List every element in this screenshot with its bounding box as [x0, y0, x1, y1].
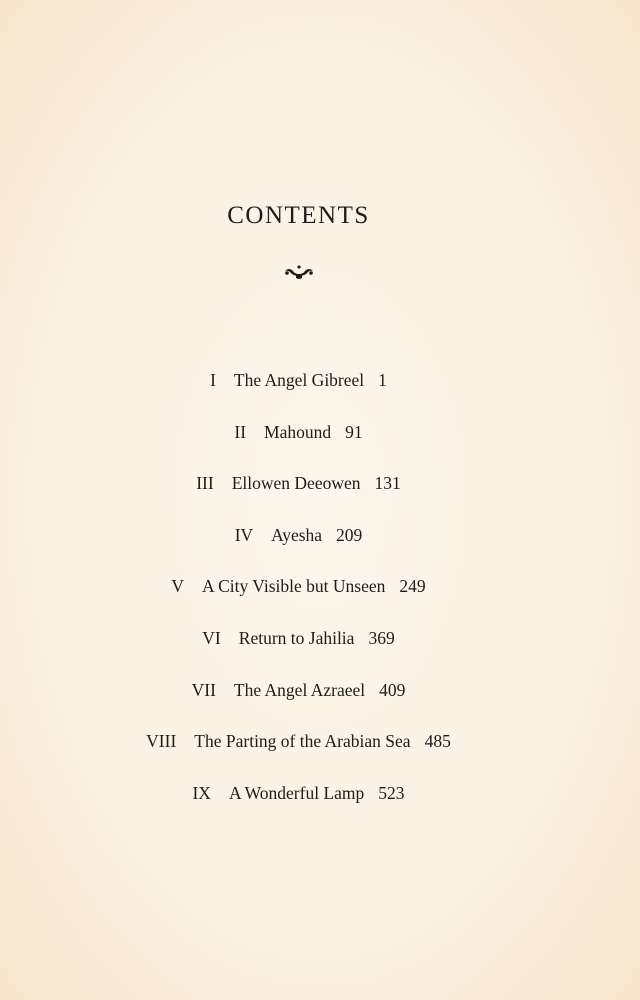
- toc-entry[interactable]: [0, 473, 597, 525]
- chapter-numeral: VI: [202, 627, 221, 648]
- chapter-title: The Angel Azraeel: [233, 679, 366, 700]
- page-title: CONTENTS: [227, 202, 370, 229]
- chapter-numeral: VII: [191, 679, 216, 700]
- toc-entry[interactable]: [0, 525, 597, 577]
- toc-entry[interactable]: [0, 422, 597, 474]
- chapter-numeral: II: [234, 421, 247, 442]
- page-number: 91: [345, 421, 363, 442]
- page-number: 1: [378, 370, 387, 390]
- chapter-numeral: VIII: [146, 731, 177, 752]
- chapter-title: Return to Jahilia: [238, 627, 355, 648]
- toc-entry[interactable]: [0, 783, 597, 835]
- chapter-numeral: IX: [192, 782, 211, 803]
- page-number: 249: [399, 576, 426, 597]
- contents-list: [0, 370, 597, 834]
- toc-entry[interactable]: [0, 370, 597, 422]
- toc-entry[interactable]: [0, 576, 597, 628]
- page-number: 409: [379, 679, 406, 700]
- toc-entry[interactable]: [0, 628, 597, 680]
- chapter-numeral: IV: [234, 524, 254, 545]
- page-number: 485: [424, 731, 451, 752]
- page-number: 523: [378, 782, 405, 803]
- chapter-numeral: V: [171, 576, 185, 597]
- chapter-title: Mahound: [264, 421, 332, 442]
- page-number: 131: [374, 473, 401, 494]
- chapter-title: A Wonderful Lamp: [228, 782, 365, 803]
- fleuron-ornament-icon: [283, 262, 315, 282]
- chapter-title: The Parting of the Arabian Sea: [194, 731, 411, 752]
- chapter-title: The Angel Gibreel: [233, 370, 365, 390]
- toc-entry[interactable]: [0, 731, 597, 783]
- chapter-title: A City Visible but Unseen: [202, 576, 386, 597]
- chapter-numeral: I: [210, 370, 216, 390]
- toc-entry[interactable]: [0, 680, 597, 732]
- chapter-title: Ellowen Deeowen: [231, 473, 361, 494]
- page-number: 369: [368, 627, 395, 648]
- chapter-numeral: III: [196, 473, 214, 494]
- page-number: 209: [336, 524, 363, 545]
- chapter-title: Ayesha: [271, 524, 323, 545]
